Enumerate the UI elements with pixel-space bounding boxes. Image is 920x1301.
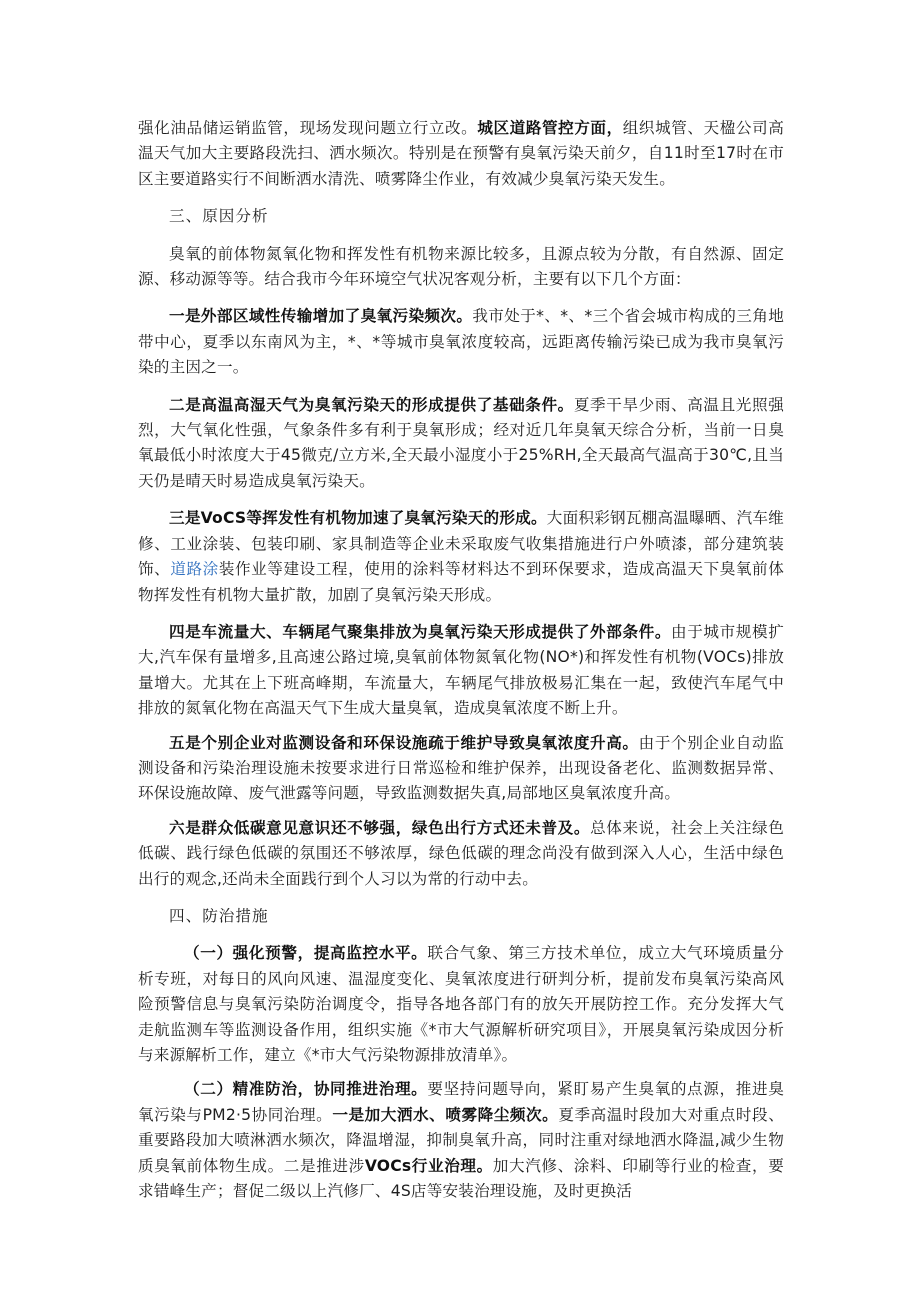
text: 我市处于*、*、*三个省会城市构成的三角地带中心，夏季以东南风为主，*、*等城市臭氧浓度较高，远距离传输污染已成为我市臭氧污染的主因之一。 bbox=[138, 307, 784, 377]
bold-lead: 五是个别企业对监测设备和环保设施疏于维护导致臭氧浓度升高。 bbox=[169, 733, 639, 752]
bold-lead: 一是加大洒水、喷雾降尘频次。 bbox=[332, 1105, 559, 1124]
highlighted-text: 道路涂 bbox=[170, 560, 219, 579]
text: 要坚持问题导向，紧盯易产生臭氧的点源，推进臭氧污染与PM2·5协同治理。 bbox=[138, 1080, 784, 1124]
text: 装作业等建设工程，使用的涂料等材料达不到环保要求，造成高温天下臭氧前体物挥发性有机物大量扩散，加剧了臭氧污染天形成。 bbox=[138, 560, 784, 604]
bold-lead: 四是车流量大、车辆尾气聚集排放为臭氧污染天形成提供了外部条件。 bbox=[169, 622, 672, 641]
paragraph-road-control bbox=[138, 116, 784, 192]
text: 加大汽修、涂料、印刷等行业的检查，要求错峰生产；督促二级以上汽修厂、4S店等安装治理设施，及时更换活 bbox=[138, 1156, 784, 1201]
paragraph-cause-5 bbox=[138, 731, 784, 807]
paragraph-cause-intro: 臭氧的前体物氮氧化物和挥发性有机物来源比较多，且源点较为分散，有自然源、固定源、移动源等等。结合我市今年环境空气状况客观分析，主要有以下几个方面： bbox=[138, 244, 784, 289]
paragraph-measure-2 bbox=[138, 1077, 784, 1204]
text: 强化油品储运销监管，现场发现问题立行立改。 bbox=[138, 119, 478, 137]
paragraph-cause-3 bbox=[138, 506, 784, 608]
bold-lead: 六是群众低碳意见意识还不够强，绿色出行方式还未普及。 bbox=[169, 818, 591, 837]
bold-lead: 三是VoCS等挥发性有机物加速了臭氧污染天的形成。 bbox=[169, 509, 547, 528]
bold-lead: 一是外部区域性传输增加了臭氧污染频次。 bbox=[169, 307, 473, 326]
text: 总体来说，社会上关注绿色低碳、践行绿色低碳的氛围还不够浓厚，绿色低碳的理念尚没有做到深入人心，生活中绿色出行的观念,还尚未全面践行到个人习以为常的行动中去。 bbox=[138, 818, 784, 888]
paragraph-measure-1 bbox=[138, 941, 784, 1068]
paragraph-cause-1 bbox=[138, 304, 784, 380]
bold-lead: （一）强化预警，提高监控水平。 bbox=[184, 944, 428, 963]
text: 大面积彩钢瓦棚高温曝晒、汽车维修、工业涂装、包装印刷、家具制造等企业未采取废气收集措施进行户外喷漆，部分建筑装饰、 bbox=[138, 509, 784, 579]
text: 由于城市规模扩大,汽车保有量增多,且高速公路过境,臭氧前体物氮氧化物(NO*)和挥发性有机物(VOCs)排放量增大。尤其在上下班高峰期，车流量大，车辆尾气排放极易汇集在一起，致使汽车尾气中排放的氮氧化物在高温天气下生成大量臭氧，造成臭氧浓度不断上升。 bbox=[138, 622, 784, 718]
bold-lead: （二）精准防治，协同推进治理。 bbox=[184, 1080, 428, 1099]
section-heading-cause-analysis: 三、原因分析 bbox=[169, 207, 269, 226]
paragraph-cause-2 bbox=[138, 393, 784, 495]
text: 夏季高温时段加大对重点时段、重要路段加大喷淋洒水频次，降温增湿，抑制臭氧升高，同时注重对绿地洒水降温,减少生物质臭氧前体物生成。二是推进涉 bbox=[138, 1105, 784, 1175]
text: 组织城管、天楹公司高温天气加大主要路段洗扫、洒水频次。特别是在预警有臭氧污染天前夕，自11时至17时在市区主要道路实行不间断洒水清洗、喷雾降尘作业，有效减少臭氧污染天发生。 bbox=[138, 119, 784, 188]
text: 联合气象、第三方技术单位，成立大气环境质量分析专班，对每日的风向风速、温湿度变化、臭氧浓度进行研判分析，提前发布臭氧污染高风险预警信息与臭氧污染防治调度令，指导各地各部门有的放矢开展防控工作。充分发挥大气走航监测车等监测设备作用，组织实施《*市大气源解析研究项目》，开展臭氧污染成因分析与来源解析工作，建立《*市大气污染物源排放清单》。 bbox=[138, 944, 784, 1064]
bold-lead: VOCs行业治理。 bbox=[364, 1156, 493, 1175]
text: 夏季干旱少雨、高温且光照强烈，大气氧化性强，气象条件多有利于臭氧形成；经对近几年臭氧天综合分析，当前一日臭氧最低小时浓度大于45微克/立方米,全天最小湿度小于25%RH,全天最高气温高于30℃,且当天仍是晴天时易造成臭氧污染天。 bbox=[138, 395, 784, 490]
bold-lead: 城区道路管控方面， bbox=[477, 119, 623, 137]
text: 由于个别企业自动监测设备和污染治理设施未按要求进行日常巡检和维护保养，出现设备老化、监测数据异常、环保设施故障、废气泄露等问题，导致监测数据失真,局部地区臭氧浓度升高。 bbox=[138, 733, 784, 803]
paragraph-cause-6 bbox=[138, 816, 784, 892]
bold-lead: 二是高温高湿天气为臭氧污染天的形成提供了基础条件。 bbox=[169, 395, 574, 414]
paragraph-cause-4 bbox=[138, 620, 784, 722]
document-body bbox=[138, 116, 784, 1204]
section-heading-prevention: 四、防治措施 bbox=[169, 906, 269, 925]
